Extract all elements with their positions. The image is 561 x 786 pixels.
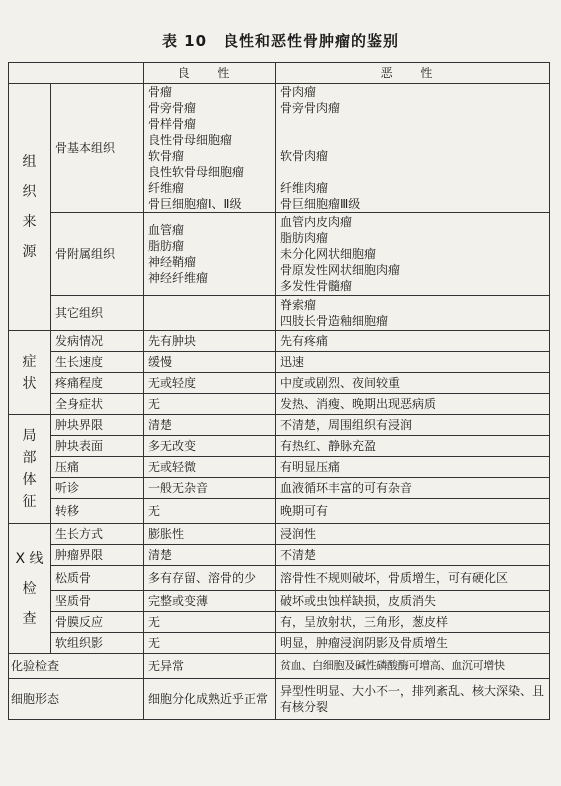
row-label: 全身症状 bbox=[51, 394, 144, 415]
cell-malignant: 血液循环丰富的可有杂音 bbox=[276, 478, 550, 499]
row-label: 坚质骨 bbox=[51, 591, 144, 612]
cell-malignant: 溶骨性不规则破坏，骨质增生，可有硬化区 bbox=[276, 566, 550, 591]
category-symptoms: 症 状 bbox=[9, 331, 51, 415]
row-label: 骨附属组织 bbox=[51, 213, 144, 296]
row-label: 肿块界限 bbox=[51, 415, 144, 436]
table-row bbox=[9, 524, 550, 545]
row-label: 生长速度 bbox=[51, 352, 144, 373]
cell-benign: 多有存留、溶骨的少 bbox=[144, 566, 276, 591]
table-row bbox=[9, 296, 550, 331]
row-label: 肿块表面 bbox=[51, 436, 144, 457]
cell-malignant: 发热、消瘦、晚期出现恶病质 bbox=[276, 394, 550, 415]
cell-malignant: 晚期可有 bbox=[276, 499, 550, 524]
cell-malignant: 贫血、白细胞及碱性磷酸酶可增高、血沉可增快 bbox=[276, 654, 550, 679]
cell-malignant: 有明显压痛 bbox=[276, 457, 550, 478]
category-local-signs: 局 部 体 征 bbox=[9, 415, 51, 524]
table-row bbox=[9, 679, 550, 720]
row-label-lab: 化验检查 bbox=[9, 654, 144, 679]
cell-benign: 清楚 bbox=[144, 545, 276, 566]
category-source: 组 织 来 源 bbox=[9, 84, 51, 331]
cell-malignant: 血管内皮肉瘤 脂肪肉瘤 未分化网状细胞瘤 骨原发性网状细胞肉瘤 多发性骨髓瘤 bbox=[276, 213, 550, 296]
cell-benign: 先有肿块 bbox=[144, 331, 276, 352]
table-row bbox=[9, 394, 550, 415]
table-row bbox=[9, 566, 550, 591]
header-row bbox=[9, 63, 550, 84]
row-label-cell: 细胞形态 bbox=[9, 679, 144, 720]
comparison-table bbox=[8, 62, 550, 720]
cell-benign: 多无改变 bbox=[144, 436, 276, 457]
table-row bbox=[9, 633, 550, 654]
cell-benign: 无 bbox=[144, 499, 276, 524]
cell-malignant: 异型性明显、大小不一，排列紊乱、核大深染、且有核分裂 bbox=[276, 679, 550, 720]
cell-malignant: 中度或剧烈、夜间较重 bbox=[276, 373, 550, 394]
row-label: 其它组织 bbox=[51, 296, 144, 331]
cell-malignant: 明显，肿瘤浸润阴影及骨质增生 bbox=[276, 633, 550, 654]
row-label: 生长方式 bbox=[51, 524, 144, 545]
cell-benign: 一般无杂音 bbox=[144, 478, 276, 499]
row-label: 松质骨 bbox=[51, 566, 144, 591]
cell-benign: 无异常 bbox=[144, 654, 276, 679]
table-row bbox=[9, 654, 550, 679]
table-row bbox=[9, 436, 550, 457]
cell-benign: 无 bbox=[144, 394, 276, 415]
table-row bbox=[9, 415, 550, 436]
cell-benign bbox=[144, 296, 276, 331]
header-benign: 良 性 bbox=[144, 63, 276, 84]
cell-malignant: 不清楚，周围组织有浸润 bbox=[276, 415, 550, 436]
cell-benign: 血管瘤 脂肪瘤 神经鞘瘤 神经纤维瘤 bbox=[144, 213, 276, 296]
row-label: 骨基本组织 bbox=[51, 84, 144, 213]
cell-benign: 无或轻微 bbox=[144, 457, 276, 478]
cell-benign: 无或轻度 bbox=[144, 373, 276, 394]
cell-malignant: 有，呈放射状，三角形，葱皮样 bbox=[276, 612, 550, 633]
table-row bbox=[9, 591, 550, 612]
cell-benign: 膨胀性 bbox=[144, 524, 276, 545]
table-row bbox=[9, 213, 550, 296]
cell-malignant: 浸润性 bbox=[276, 524, 550, 545]
table-row bbox=[9, 352, 550, 373]
table-row bbox=[9, 612, 550, 633]
cell-benign: 无 bbox=[144, 612, 276, 633]
cell-benign: 无 bbox=[144, 633, 276, 654]
row-label: 软组织影 bbox=[51, 633, 144, 654]
cell-benign: 清楚 bbox=[144, 415, 276, 436]
row-label: 听诊 bbox=[51, 478, 144, 499]
row-label: 疼痛程度 bbox=[51, 373, 144, 394]
row-label: 肿瘤界限 bbox=[51, 545, 144, 566]
row-label: 骨膜反应 bbox=[51, 612, 144, 633]
table-row bbox=[9, 373, 550, 394]
row-label: 压痛 bbox=[51, 457, 144, 478]
header-empty-cell bbox=[9, 63, 144, 84]
cell-malignant: 不清楚 bbox=[276, 545, 550, 566]
cell-benign: 细胞分化成熟近乎正常 bbox=[144, 679, 276, 720]
table-title: 表 10 良性和恶性骨肿瘤的鉴别 bbox=[161, 32, 400, 50]
table-row bbox=[9, 499, 550, 524]
table-row bbox=[9, 545, 550, 566]
table-row bbox=[9, 84, 550, 213]
table-row bbox=[9, 478, 550, 499]
cell-malignant: 脊索瘤 四肢长骨造釉细胞瘤 bbox=[276, 296, 550, 331]
cell-benign: 完整或变薄 bbox=[144, 591, 276, 612]
cell-malignant: 先有疼痛 bbox=[276, 331, 550, 352]
category-xray: X 线 检 查 bbox=[9, 524, 51, 654]
cell-malignant: 迅速 bbox=[276, 352, 550, 373]
cell-malignant: 有热红、静脉充盈 bbox=[276, 436, 550, 457]
header-malignant: 恶 性 bbox=[276, 63, 550, 84]
row-label: 发病情况 bbox=[51, 331, 144, 352]
cell-benign: 缓慢 bbox=[144, 352, 276, 373]
cell-benign: 骨瘤 骨旁骨瘤 骨样骨瘤 良性骨母细胞瘤 软骨瘤 良性软骨母细胞瘤 纤维瘤 骨巨细胞瘤Ⅰ、Ⅱ级 bbox=[144, 84, 276, 213]
cell-malignant: 骨肉瘤 骨旁骨肉瘤 软骨肉瘤 纤维肉瘤 骨巨细胞瘤Ⅲ级 bbox=[276, 84, 550, 213]
table-row bbox=[9, 331, 550, 352]
cell-malignant: 破坏或虫蚀样缺损，皮质消失 bbox=[276, 591, 550, 612]
table-row bbox=[9, 457, 550, 478]
row-label: 转移 bbox=[51, 499, 144, 524]
